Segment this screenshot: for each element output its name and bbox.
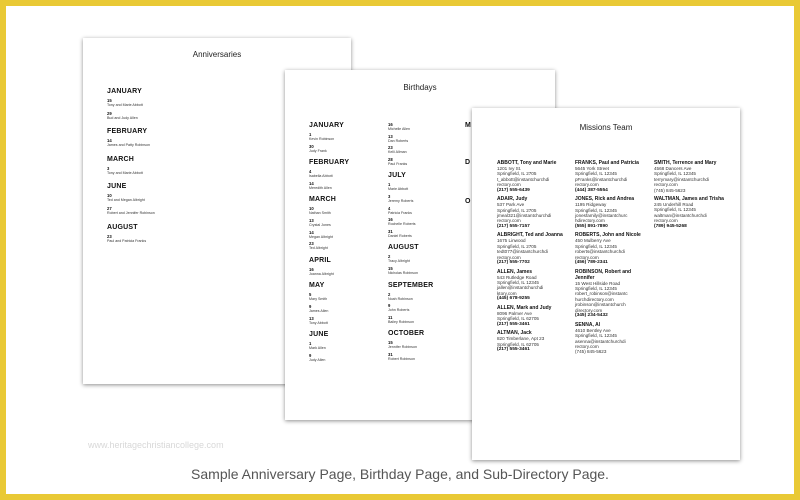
birthday-entry: [309, 241, 379, 251]
entry-line: 8096 Palmer Ave: [497, 310, 532, 316]
entry-day: 16: [388, 122, 393, 127]
entry-name: SENNA, Al: [575, 321, 601, 328]
birthday-entry: [309, 132, 379, 142]
birthdays-column-2: [388, 122, 463, 368]
birthday-month-group: [309, 159, 379, 190]
birthday-entry: [309, 181, 379, 191]
entry-line: Springfield, IL 12345: [575, 333, 617, 339]
birthday-entry: [388, 157, 463, 167]
entry-day: 23: [309, 241, 314, 247]
missions-column-2: [575, 160, 649, 358]
birthday-entry: [388, 206, 463, 216]
birthday-entry: [309, 169, 379, 179]
entry-line: Springfield, IL 12345: [575, 171, 617, 177]
entry-name: Dan Roberts: [388, 138, 409, 143]
entry-day: 28: [388, 156, 393, 162]
month-heading: JANUARY: [107, 88, 142, 95]
birthday-entry: [309, 267, 379, 277]
entry-line: Springfield, IL 12345: [575, 286, 617, 292]
missions-entry: [575, 196, 649, 229]
entry-line: Springfield, IL 62705: [497, 341, 539, 347]
entry-line: rectory.com: [575, 343, 599, 349]
entry-day: 16: [309, 266, 314, 272]
missions-entry: [575, 160, 649, 193]
entry-line: 1195 Ridgeway: [575, 202, 607, 208]
birthday-entry: [388, 340, 463, 350]
entry-phone: (345) 234-5432: [575, 313, 608, 319]
entry-day: 15: [388, 265, 393, 271]
birthday-entry: [309, 206, 379, 216]
entry-line: roberts@instantchurchdi: [575, 249, 625, 255]
entry-line: t_abbott@instantchurchdi: [497, 176, 550, 182]
entry-line: rectory.com: [654, 218, 678, 224]
entry-line: 1675 Linwood: [497, 238, 526, 244]
entry-name: Tony Abbott: [309, 320, 328, 325]
entry-line: 450 Mulberry Ave: [575, 238, 611, 244]
month-heading: FEBRUARY: [309, 159, 350, 167]
birthday-entry: [388, 266, 463, 276]
birthday-month-group: [309, 257, 379, 277]
month-heading: JANUARY: [309, 122, 344, 129]
birthday-entry: [309, 341, 379, 351]
entry-line: robert_robinson@instantc: [575, 291, 628, 297]
entry-name: Crystal Jones: [309, 222, 331, 227]
entry-name: SMITH, Terrence and Mary: [654, 160, 717, 166]
entry-phone: (217) 555-7157: [497, 223, 530, 229]
birthday-entry: [388, 145, 463, 155]
entry-line: rectory.com: [575, 254, 599, 260]
entry-name: Rochelle Roberts: [388, 222, 416, 227]
entry-day: 13: [309, 217, 314, 223]
entry-name: Kelli Allman: [388, 150, 407, 155]
entry-line: 543 Rutledge Road: [497, 274, 537, 280]
entry-line: Springfield, IL 2705: [497, 171, 537, 177]
entry-line: pFranks@instantchurchdi: [575, 176, 628, 182]
entry-day: 3: [388, 193, 391, 199]
caption: Sample Anniversary Page, Birthday Page, and Sub-Directory Page.: [191, 466, 609, 482]
entry-name: James Allen: [309, 308, 329, 313]
entry-line: jonesfamily@instantchurc: [575, 213, 628, 219]
entry-name: FRANKS, Paul and Patricia: [575, 160, 639, 166]
entry-day: 14: [309, 180, 314, 186]
entry-name: Isabella Abbott: [309, 174, 333, 179]
birthday-entry: [388, 254, 463, 264]
birthday-entry: [388, 134, 463, 144]
entry-name: Robert Robinson: [388, 356, 415, 361]
entry-line: 537 Park Ave: [497, 202, 525, 208]
birthday-entry: [388, 217, 463, 227]
entry-day: 1: [309, 132, 312, 137]
entry-day: 9: [388, 303, 391, 309]
entry-day: 13: [309, 315, 314, 321]
birthday-month-group: [388, 330, 463, 361]
entry-name: Tracy Albright: [388, 259, 410, 264]
entry-day: 2: [388, 291, 391, 297]
birthday-entry: [309, 316, 379, 326]
missions-entry: [497, 196, 571, 229]
entry-name: Paul Franks: [388, 161, 408, 166]
entry-day: 1: [309, 341, 312, 347]
entry-line: jrobinson@instantchurch: [575, 302, 626, 308]
month-heading: JUNE: [107, 183, 127, 191]
birthday-month-group: [388, 282, 463, 325]
missions-entry: [497, 232, 571, 265]
birthday-month-group: [309, 331, 379, 362]
entry-phone: (445) 678-9255: [497, 296, 530, 302]
entry-line: directory.com: [575, 307, 603, 313]
month-heading: SEPTEMBER: [388, 281, 434, 289]
entry-day: 10: [309, 206, 314, 212]
month-heading: APRIL: [309, 256, 331, 264]
entry-names: Tony and Marie Abbott: [107, 170, 143, 175]
entry-day: 9: [309, 352, 312, 358]
entry-names: James and Patty Robinson: [107, 143, 150, 148]
missions-entry: [654, 160, 728, 193]
missions-column-3: [654, 160, 728, 232]
entry-line: jallen@instantchurchdi: [497, 285, 544, 291]
birthday-entry: [388, 352, 463, 362]
entry-name: Judy Allen: [309, 357, 326, 362]
edge-month-letter: M: [465, 122, 472, 129]
entry-line: Springfield, IL 12345: [654, 171, 696, 177]
entry-name: ROBERTS, John and Nicole: [575, 232, 641, 239]
missions-entry: [575, 269, 649, 319]
entry-line: Springfield, IL 62705: [497, 316, 539, 322]
entry-name: Meredith Allen: [309, 185, 332, 190]
entry-day: 4: [388, 205, 391, 211]
edge-month-letter: O: [465, 198, 471, 205]
birthday-entry: [309, 218, 379, 228]
entry-day: 2: [388, 254, 391, 260]
entry-name: Kevin Robinson: [309, 137, 335, 141]
entry-line: waltman@instantchurchdi: [654, 212, 707, 218]
entry-line: rectory.com: [497, 182, 521, 188]
entry-name: ABBOTT, Tony and Marie: [497, 160, 557, 166]
birthday-month-group: [309, 196, 379, 250]
month-heading: MAY: [309, 282, 325, 290]
entry-day: 9: [309, 303, 312, 309]
entry-line: (745) 845-5623: [575, 349, 607, 355]
entry-line: rectory.com: [575, 182, 599, 188]
month-heading: JUNE: [309, 331, 329, 339]
birthday-entry: [388, 122, 463, 132]
month-heading: AUGUST: [107, 223, 138, 231]
entry-name: Patricia Franks: [388, 210, 412, 215]
entry-day: 15: [388, 340, 393, 346]
entry-phone: (555) 891-7890: [575, 223, 608, 229]
entry-line: Springfield, IL 2705: [497, 243, 537, 249]
month-heading: OCTOBER: [388, 330, 425, 338]
missions-column-1: [497, 160, 571, 356]
birthday-entry: [388, 303, 463, 313]
entry-day: 16: [388, 217, 393, 223]
entry-name: Noah Robinson: [388, 296, 413, 301]
anniversaries-title: Anniversaries: [192, 50, 242, 59]
entry-phone: (444) 387-5554: [575, 187, 608, 193]
entry-name: WALTMAN, James and Trisha: [654, 196, 724, 203]
entry-line: Springfield, IL 12345: [497, 280, 539, 286]
entry-line: hdirectory.com: [575, 218, 605, 224]
entry-day: 27: [107, 205, 112, 211]
entry-day: 31: [388, 351, 393, 357]
entry-line: rectory.com: [654, 182, 678, 188]
entry-line: rectory.com: [497, 218, 521, 224]
entry-line: 820 Timberlane, Apt 23: [497, 336, 545, 342]
missions-entry: [497, 330, 571, 352]
month-heading: JULY: [388, 172, 407, 180]
entry-name: Nicholas Robinson: [388, 270, 418, 275]
entry-phone: (217) 555-7702: [497, 260, 530, 266]
entry-name: ALBRIGHT, Ted and Joanna: [497, 232, 563, 239]
entry-phone: (217) 555-3461: [497, 347, 530, 353]
entry-day: 11: [388, 314, 393, 320]
entry-day: 23: [388, 145, 393, 151]
month-heading: FEBRUARY: [107, 128, 148, 136]
entry-name: Jennifer Robinson: [388, 345, 417, 350]
entry-phone: (456) 789-2341: [575, 260, 608, 266]
missions-entry: [575, 322, 649, 355]
entry-name: Marie Abbott: [388, 187, 409, 192]
month-heading: MARCH: [107, 155, 135, 163]
missions-title: Missions Team: [579, 123, 633, 132]
birthdays-title: Birthdays: [403, 83, 437, 92]
birthday-month-group: [309, 122, 379, 153]
entry-name: JONES, Rick and Andrea: [575, 196, 634, 203]
entry-names: Bud and Judy Allen: [107, 115, 138, 120]
birthday-entry: [309, 304, 379, 314]
entry-phone: (217) 555-6439: [497, 187, 530, 193]
entry-line: rectory.com: [497, 254, 521, 260]
entry-line: ktory.com: [497, 290, 517, 296]
month-heading: AUGUST: [388, 244, 419, 252]
missions-entry: [497, 305, 571, 327]
entry-name: Jeremy Roberts: [388, 198, 414, 203]
entry-day: 3: [107, 165, 110, 171]
entry-day: 10: [107, 193, 112, 199]
birthdays-column-1: [309, 122, 379, 368]
entry-day: 15: [107, 98, 112, 103]
entry-line: hurchdirectory.com: [575, 296, 614, 302]
entry-name: ALLEN, James: [497, 268, 533, 275]
birthday-month-group: [309, 282, 379, 325]
entry-name: Ted Albright: [309, 246, 328, 251]
entry-name: Megan Albright: [309, 234, 333, 239]
birthday-entry: [309, 230, 379, 240]
entry-day: 14: [107, 138, 112, 144]
entry-line: 5645 York Street: [575, 166, 609, 171]
birthday-month-group: [388, 244, 463, 275]
entry-line: 4568 Dancers Ave: [654, 166, 692, 171]
entry-line: 15 West Hillside Road: [575, 280, 621, 286]
month-heading: MARCH: [309, 196, 337, 204]
entry-name: Michelle Allen: [388, 127, 410, 131]
entry-day: 1: [388, 182, 391, 188]
entry-phone: (217) 555-3461: [497, 321, 530, 327]
birthday-entry: [388, 194, 463, 204]
missions-entry: [575, 232, 649, 265]
entry-day: 29: [107, 110, 112, 116]
entry-name: Mary Smith: [309, 297, 328, 302]
entry-name: Mark Allen: [309, 346, 326, 351]
entry-names: Tony and Marie Abbott: [107, 103, 143, 107]
entry-name: ADAIR, Judy: [497, 196, 528, 203]
entry-name: Bailey Robinson: [388, 319, 414, 324]
entry-name: John Roberts: [388, 308, 410, 313]
entry-line: jmeal321@instantchurchdi: [497, 213, 552, 219]
entry-name: Judy Frank: [309, 148, 327, 153]
entry-line: 4610 Bentley Ave: [575, 327, 611, 333]
entry-day: 4: [309, 169, 312, 175]
entry-line: 1201 Ivy St.: [497, 166, 522, 171]
entry-day: 5: [309, 292, 312, 298]
birthday-entry: [388, 292, 463, 302]
entry-phone: (789) 945-5268: [654, 223, 687, 229]
entry-name: ALTMAN, Jack: [497, 330, 532, 337]
entry-name: ROBINSON, Robert and Jennifer: [575, 268, 632, 281]
entry-line: asenna@instantchurchdi: [575, 338, 626, 344]
birthday-entry: [388, 315, 463, 325]
birthday-month-group: [388, 172, 463, 238]
birthday-month-group: [388, 122, 463, 166]
entry-line: Springfield, IL 12345: [575, 207, 617, 213]
birthday-entry: [388, 229, 463, 239]
birthday-entry: [309, 353, 379, 363]
entry-day: 30: [309, 143, 314, 149]
birthday-entry: [388, 182, 463, 192]
entry-line: Springfield, IL 12345: [654, 207, 696, 213]
missions-entry: [497, 160, 571, 193]
birthday-entry: [309, 144, 379, 154]
entry-line: Springfield, IL 2705: [497, 207, 537, 213]
entry-day: 13: [388, 133, 393, 139]
entry-day: 14: [309, 229, 314, 235]
birthday-entry: [309, 292, 379, 302]
entry-line: Springfield, IL 12345: [575, 243, 617, 249]
entry-line: (745) 845-5623: [654, 187, 686, 193]
missions-entry: [497, 269, 571, 302]
watermark: www.heritagechristiancollege.com: [88, 440, 224, 450]
entry-day: 23: [107, 233, 112, 239]
entry-names: Robert and Jennifer Robinson: [107, 210, 155, 215]
edge-month-letter: D: [465, 159, 471, 166]
entry-name: Joanna Albright: [309, 271, 334, 276]
entry-line: tedt077@instantchurchdi: [497, 249, 548, 255]
entry-name: Daniel Roberts: [388, 233, 412, 238]
entry-names: Ted and Megan Albright: [107, 198, 145, 203]
entry-names: Paul and Patricia Franks: [107, 238, 147, 243]
missions-team-page: [472, 108, 740, 460]
entry-name: ALLEN, Mark and Judy: [497, 304, 552, 311]
entry-line: terrymary@instantchurchdi: [654, 176, 709, 182]
entry-name: Nathan Smith: [309, 211, 331, 216]
entry-line: 245 Underhill Road: [654, 202, 694, 208]
entry-day: 31: [388, 228, 393, 234]
missions-entry: [654, 196, 728, 229]
